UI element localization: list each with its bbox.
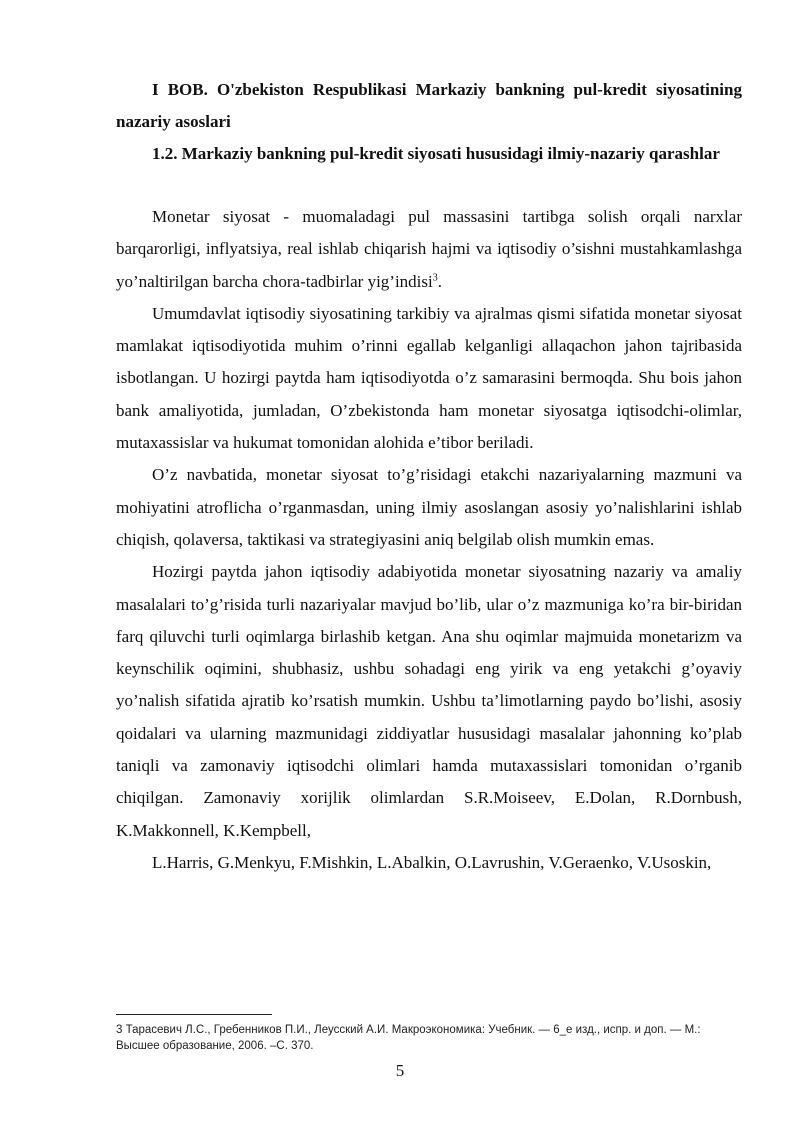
heading-spacer [116, 170, 742, 201]
chapter-heading: I BOB. O'zbekiston Respublikasi Markaziy bankning pul-kredit siyosatining nazariy asoslari [116, 80, 742, 131]
footnote-divider [116, 1014, 272, 1015]
paragraph-5: L.Harris, G.Menkyu, F.Mishkin, L.Abalkin, O.Lavrushin, V.Geraenko, V.Usoskin, [152, 852, 712, 872]
paragraph-2: Umumdavlat iqtisodiy siyosatining tarkibiy va ajralmas qismi sifatida monetar siyosat mamlakat iqtisodiyotida muhim o’rinni egallab kelganligi allaqachon jahon tajribasida isbotlangan. U hozirgi paytda ham iqtisodiyotda o’z samarasini bermoqda. Shu bois jahon bank amaliyotida, jumladan, O’zbekistonda ham monetar siyosatga iqtisodchi-olimlar, mutaxassislar va hukumat tomonidan alohida e’tibor beriladi. [116, 303, 742, 453]
paragraph-1 [116, 201, 742, 298]
paragraph-4: Hozirgi paytda jahon iqtisodiy adabiyotida monetar siyosatning nazariy va amaliy masalalari to’g’risida turli nazariyalar mavjud bo’lib, ular o’z mazmuniga ko’ra bir-biridan farq qiluvchi turli oqimlarga birlashib ketgan. Ana shu oqimlar majmuida monetarizm va keynschilik oqimini, shubhasiz, ushbu sohadagi eng yirik va eng yetakchi g’oyaviy yo’nalish sifatida ajratib ko’rsatish mumkin. Ushbu ta’limotlarning paydo bo’lishi, asosiy qoidalari va ularning mazmunidagi ziddiyatlar hususidagi masalalar jahonning ko’plab taniqli va zamonaviy iqtisodchi olimlari hamda mutaxassislari tomonidan o’rganib chiqilgan. Zamonaviy xorijlik olimlardan S.R.Moiseev, E.Dolan, R.Dornbush, K.Makkonnell, K.Kempbell, [116, 562, 742, 840]
section-heading: 1.2. Markaziy bankning pul-kredit siyosati hususidagi ilmiy-nazariy qarashlar [152, 144, 720, 163]
footnote-text: 3 Тарасевич Л.С., Гребенников П.И., Леусский А.И. Макроэкономика: Учебник. — 6_е изд., испр. и доп. — М.: Высшее образование, 2006. –С. 370. [116, 1024, 701, 1052]
footnote-reference[interactable]: 3 [432, 271, 438, 283]
page-number: 5 [395, 1061, 405, 1080]
paragraph-1-text: Monetar siyosat - muomaladagi pul massasini tartibga solish orqali narxlar barqarorligi, inflyatsiya, real ishlab chiqarish hajmi va iqtisodiy o’sishni mustahkamlashga yo’naltirilgan barcha chora-tadbirlar yig’indisi [116, 207, 742, 291]
paragraph-1-end: . [437, 271, 442, 291]
paragraph-3: O’z navbatida, monetar siyosat to’g’risidagi etakchi nazariyalarning mazmuni va mohiyatini atroflicha o’rganmasdan, uning ilmiy asoslangan asosiy yo’nalishlarini ishlab chiqish, qolaversa, taktikasi va strategiyasini aniq belgilab olish mumkin emas. [116, 465, 742, 549]
page-body [116, 74, 742, 879]
